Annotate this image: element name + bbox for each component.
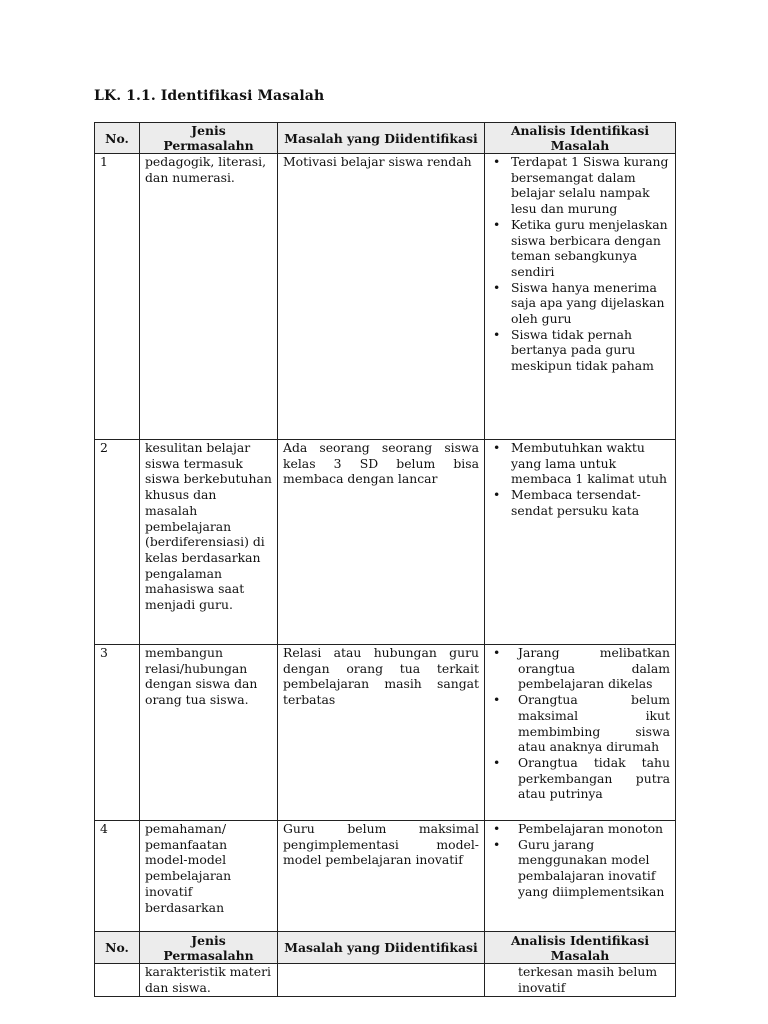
masalah-cell: Relasi atau hubungan guru dengan orang tua terkait pembelajaran masih sangat terbatas	[278, 645, 485, 821]
row-number: 4	[95, 821, 140, 932]
row-number	[95, 964, 140, 997]
header-no: No.	[95, 123, 140, 154]
masalah-cell: Ada seorang seorang siswa kelas 3 SD belum bisa membaca dengan lancar	[278, 440, 485, 645]
analysis-bullet: • Pembelajaran monoton	[490, 821, 670, 837]
analisis-cell	[485, 440, 676, 645]
problem-identification-table-continued	[94, 931, 676, 997]
header-analisis-identifikasi: Analisis Identifikasi Masalah	[485, 932, 676, 964]
table-row	[95, 440, 676, 645]
analysis-bullet: • Siswa hanya menerima saja apa yang dijelaskan oleh guru	[490, 280, 670, 327]
row-number: 1	[95, 154, 140, 440]
document-title: LK. 1.1. Identifikasi Masalah	[94, 88, 325, 104]
header-no: No.	[95, 932, 140, 964]
analysis-bullet: • Terdapat 1 Siswa kurang bersemangat dalam belajar selalu nampak lesu dan murung	[490, 154, 670, 217]
masalah-cell: Motivasi belajar siswa rendah	[278, 154, 485, 440]
analysis-bullet: • Membaca tersendat-sendat persuku kata	[490, 487, 670, 518]
jenis-permasalahan-cell: kesulitan belajar siswa termasuk siswa berkebutuhan khusus dan masalah pembelajaran (berdiferensiasi) di kelas berdasarkan pengalaman mahasiswa saat menjadi guru.	[140, 440, 278, 645]
table-row-continuation	[95, 964, 676, 997]
row-number: 3	[95, 645, 140, 821]
analysis-bullet: • Siswa tidak pernah bertanya pada guru meskipun tidak paham	[490, 327, 670, 374]
problem-identification-table	[94, 122, 676, 932]
table-header-row	[95, 123, 676, 154]
row-number: 2	[95, 440, 140, 645]
header-jenis-permasalahan: Jenis Permasalahn	[140, 123, 278, 154]
header-masalah-diidentifikasi: Masalah yang Diidentifikasi	[278, 123, 485, 154]
masalah-cell	[278, 964, 485, 997]
jenis-permasalahan-cell: membangun relasi/hubungan dengan siswa dan orang tua siswa.	[140, 645, 278, 821]
jenis-permasalahan-cell: pemahaman/ pemanfaatan model-model pembelajaran inovatif berdasarkan	[140, 821, 278, 932]
table-row	[95, 645, 676, 821]
analisis-cell	[485, 154, 676, 440]
analisis-cell	[485, 821, 676, 932]
analysis-bullet: • Guru jarang menggunakan model pembalajaran inovatif yang diimplementsikan	[490, 837, 670, 900]
header-analisis-identifikasi: Analisis Identifikasi Masalah	[485, 123, 676, 154]
analysis-bullet: • Membutuhkan waktu yang lama untuk membaca 1 kalimat utuh	[490, 440, 670, 487]
table-row	[95, 821, 676, 932]
analysis-bullet: • Ketika guru menjelaskan siswa berbicara dengan teman sebangkunya sendiri	[490, 217, 670, 280]
jenis-permasalahan-cell: karakteristik materi dan siswa.	[140, 964, 278, 997]
analysis-bullet: • Jarang melibatkan orangtua dalam pembelajaran dikelas	[490, 645, 670, 692]
analisis-cell: terkesan masih belum inovatif	[485, 964, 676, 997]
analisis-cell	[485, 645, 676, 821]
jenis-permasalahan-cell: pedagogik, literasi, dan numerasi.	[140, 154, 278, 440]
table-header-row-repeat	[95, 932, 676, 964]
analysis-bullet: • Orangtua tidak tahu perkembangan putra atau putrinya	[490, 755, 670, 802]
masalah-cell: Guru belum maksimal pengimplementasi model-model pembelajaran inovatif	[278, 821, 485, 932]
table-row	[95, 154, 676, 440]
header-masalah-diidentifikasi: Masalah yang Diidentifikasi	[278, 932, 485, 964]
analysis-bullet: • Orangtua belum maksimal ikut membimbing siswa atau anaknya dirumah	[490, 692, 670, 755]
header-jenis-permasalahan: Jenis Permasalahn	[140, 932, 278, 964]
